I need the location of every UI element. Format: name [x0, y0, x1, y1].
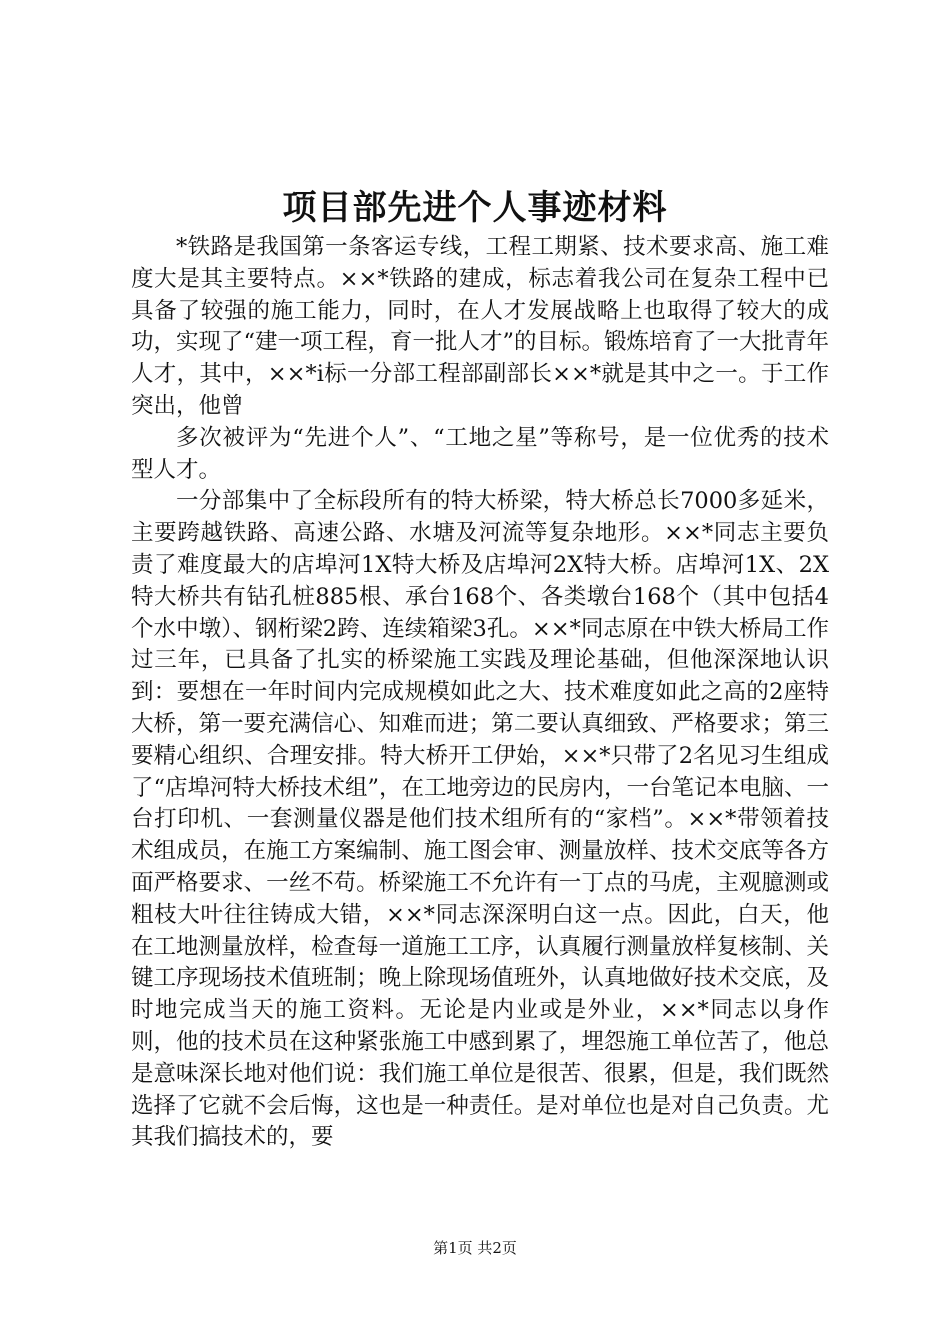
paragraph-1: *铁路是我国第一条客运专线，工程工期紧、技术要求高、施工难度大是其主要特点。××*铁路的建成，标志着我公司在复杂工程中已具备了较强的施工能力，同时，在人才发展战略上也取得了较大的成功，实现了“建一项工程，育一批人才”的目标。锻炼培育了一大批青年人才，其中，××*i标一分部工程部副部长××*就是其中之一。于工作突出，他曾: [131, 234, 830, 419]
paragraph-3: 一分部集中了全标段所有的特大桥梁，特大桥总长7000多延米，主要跨越铁路、高速公路、水塘及河流等复杂地形。××*同志主要负责了难度最大的店埠河1X特大桥及店埠河2X特大桥。店埠河1X、2X特大桥共有钻孔桩885根、承台168个、各类墩台168个（其中包括4个水中墩）、钢桁梁2跨、连续箱梁3孔。××*同志原在中铁大桥局工作过三年，已具备了扎实的桥梁施工实践及理论基础，但他深深地认识到：要想在一年时间内完成规模如此之大、技术难度如此之高的2座特大桥，第一要充满信心、知难而进；第二要认真细致、严格要求；第三要精心组织、合理安排。特大桥开工伊始，××*只带了2名见习生组成了“店埠河特大桥技术组”，在工地旁边的民房内，一台笔记本电脑、一台打印机、一套测量仪器是他们技术组所有的“家档”。××*带领着技术组成员，在施工方案编制、施工图会审、测量放样、技术交底等各方面严格要求、一丝不苟。桥梁施工不允许有一丁点的马虎，主观臆测或粗枝大叶往往铸成大错，××*同志深深明白这一点。因此，白天，他在工地测量放样，检查每一道施工工序，认真履行测量放样复核制、关键工序现场技术值班制；晚上除现场值班外，认真地做好技术交底，及时地完成当天的施工资料。无论是内业或是外业，××*同志以身作则，他的技术员在这种紧张施工中感到累了，埋怨施工单位苦了，他总是意味深长地对他们说：我们施工单位是很苦、很累，但是，我们既然选择了它就不会后悔，这也是一种责任。是对单位也是对自己负责。尤其我们搞技术的，要: [131, 488, 830, 1151]
paragraph-2: 多次被评为“先进个人”、“工地之星”等称号，是一位优秀的技术型人才。: [131, 424, 829, 483]
document-title: 项目部先进个人事迹材料: [282, 188, 668, 228]
page-footer: 第1页 共2页: [433, 1239, 517, 1257]
document-body: [131, 232, 829, 1154]
